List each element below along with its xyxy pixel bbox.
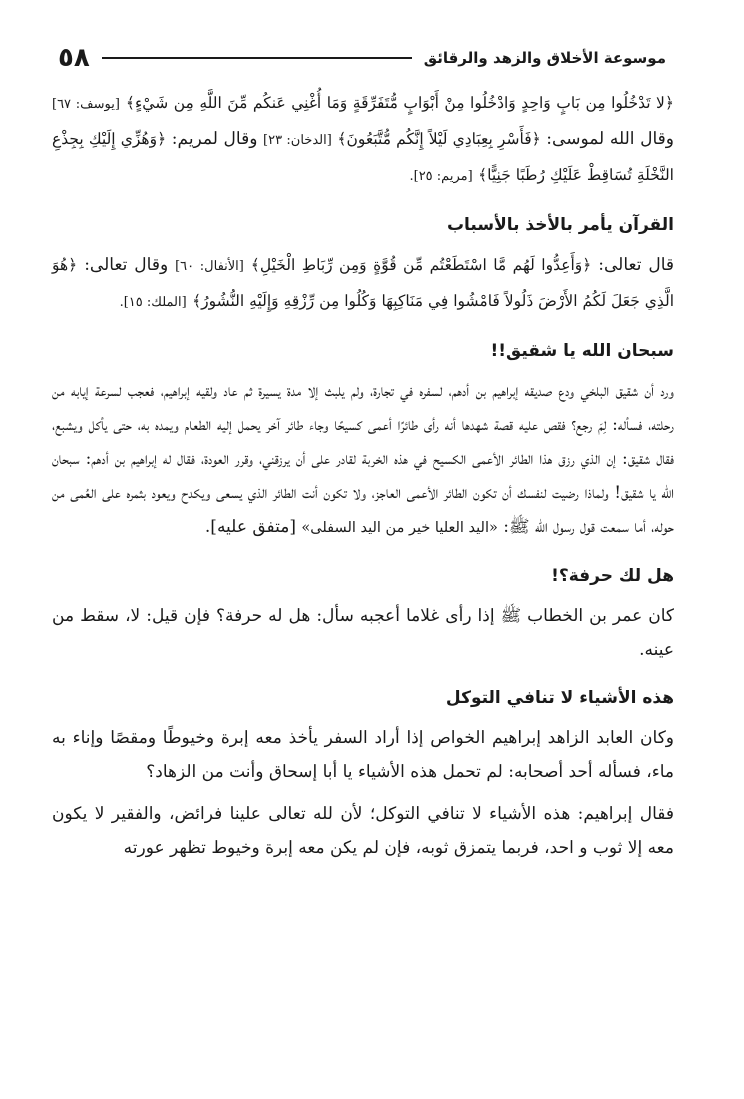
page-content: [52, 86, 674, 873]
text-fragment: وقال تعالى:: [84, 255, 169, 275]
verse-reference: [مريم: ٢٥].: [409, 169, 473, 184]
quran-verse: ﴿وَأَعِدُّوا لَهُم مَّا اسْتَطَعْتُم مِّن قُوَّةٍ وَمِن رِّبَاطِ الْخَيْلِ﴾: [250, 256, 592, 274]
page-header: [58, 38, 666, 78]
section-heading: القرآن يأمر بالأخذ بالأسباب: [446, 215, 674, 235]
quran-verse: ﴿فَأَسْرِ بِعِبَادِي لَيْلاً إِنَّكُم مُّتَّبَعُونَ﴾: [337, 130, 541, 148]
hadith-reference: [متفق عليه].: [204, 517, 297, 537]
verse-reference: [الملك: ١٥].: [119, 295, 187, 310]
section-paragraph: وكان العابد الزاهد إبراهيم الخواص إذا أراد السفر يأخذ معه إبرة وخيوطًا ومقصًا وإناء به ماء، فسأله أحد أصحابه: لم تحمل هذه الأشياء يا أبا إسحاق وأنت من الزهاد؟: [52, 728, 674, 782]
section-paragraph: [52, 374, 674, 545]
paragraph-body: ورد أن شقيق البلخي ودع صديقه إبراهيم بن أدهم، لسفره في تجارة، ولم يلبث إلا مدة يسيرة ثم عاد ولقيه إبراهيم، فعجب لسرعة إيابه من رحلته، فسأله: لِمَ رجع؟ فقص عليه قصة شهدها أنه رأى طائرًا أعمى كسيحًا وجاء طائر آخر يحمل إليه الطعام ويمده به، حتى يأكل ويشبع، فقال شقيق: إن الذي رزق هذا الطائر الأعمى الكسيح في هذه الخربة لقادر على أن يرزقني، وقرر العودة، فقال له إبراهيم بن أدهم: سبحان الله يا شقيق! ولماذا رضيت لنفسك أن تكون الطائر الأعمى العاجز، ولا تكون أنت الطائر الذي يسعى ويكدح ويعود بثمره على العُمى من حوله، أما سمعت قول رسول الله ﷺ:: [52, 381, 674, 537]
section-heading: هل لك حرفة؟!: [551, 566, 674, 586]
header-rule: [102, 57, 412, 59]
text-fragment: قال تعالى:: [598, 255, 675, 275]
page-number: ٥٨: [58, 43, 90, 73]
text-fragment: وقال الله لموسى:: [546, 129, 674, 149]
verse-reference: [الدخان: ٢٣]: [263, 133, 332, 148]
section-paragraph: كان عمر بن الخطاب ﷺ إذا رأى غلاما أعجبه سأل: هل له حرفة؟ فإن قيل: لا، سقط من عينه.: [52, 606, 674, 660]
section-heading: سبحان الله يا شقيق!!: [490, 341, 674, 361]
hadith-quote: «اليد العليا خير من اليد السفلى»: [301, 520, 498, 536]
intro-paragraph: [52, 86, 674, 194]
quran-verse: ﴿هُوَ الَّذِي جَعَلَ لَكُمُ الأَرْضَ ذَلُولاً فَامْشُوا فِي مَنَاكِبِهَا وَكُلُوا مِن رِّزْقِهِ وَإِلَيْهِ النُّشُورُ﴾: [52, 256, 674, 310]
section-heading: هذه الأشياء لا تنافي التوكل: [445, 688, 674, 708]
verse-reference: [الأنفال: ٦٠]: [175, 259, 244, 274]
section-paragraph: فقال إبراهيم: هذه الأشياء لا تنافي التوكل؛ لأن لله تعالى علينا فرائض، والفقير لا يكون معه إلا ثوب و احد، فربما يتمزق ثوبه، فإن لم يكن معه إبرة وخيوط تظهر عورته: [52, 804, 674, 858]
verse-reference: [يوسف: ٦٧]: [52, 97, 120, 112]
quran-verse: ﴿لا تَدْخُلُوا مِن بَابٍ وَاحِدٍ وَادْخُلُوا مِنْ أَبْوَابٍ مُّتَفَرِّقَةٍ وَمَا أُغْنِي عَنكُم مِّنَ اللَّهِ مِن شَيْءٍ﴾: [125, 94, 674, 112]
book-title: موسوعة الأخلاق والزهد والرقائق: [423, 49, 666, 67]
quran-verse: ﴿وَهُزِّي إِلَيْكِ بِجِذْعِ النَّخْلَةِ تُسَاقِطْ عَلَيْكِ رُطَبًا جَنِيًّا﴾: [52, 130, 674, 184]
text-fragment: وقال لمريم:: [171, 129, 258, 149]
section-paragraph: [52, 248, 674, 320]
